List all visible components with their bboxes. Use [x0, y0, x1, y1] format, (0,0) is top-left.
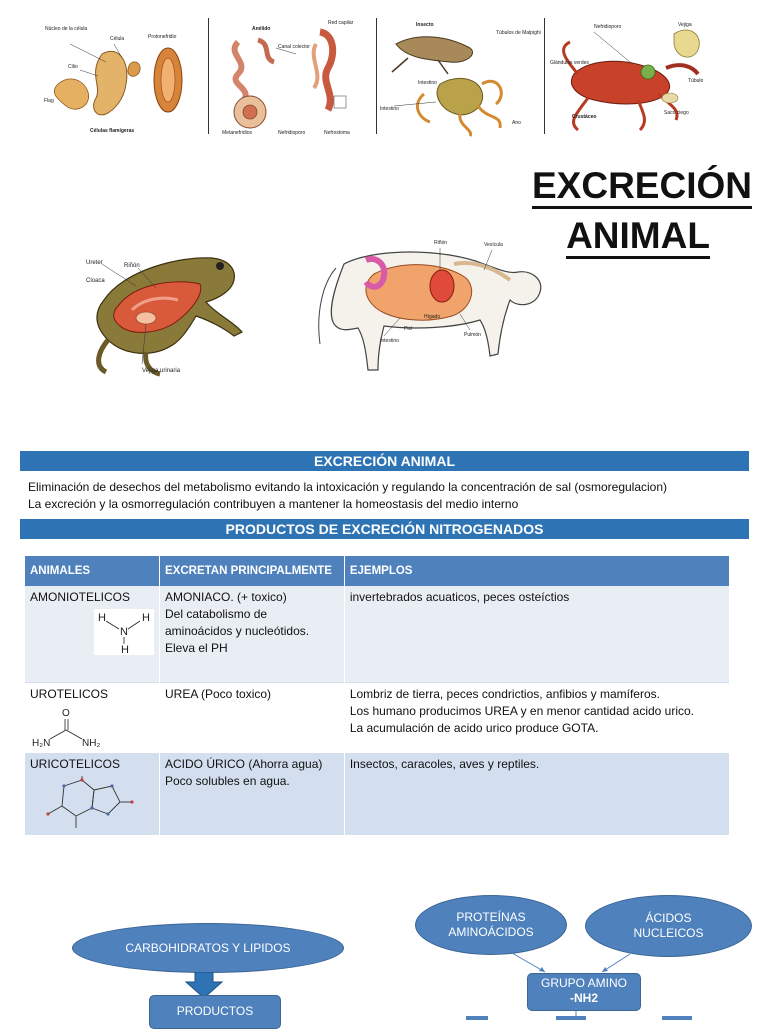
excretan-line: ACIDO ÚRICO (Ahorra agua): [165, 757, 323, 771]
animal-name: URICOTELICOS: [30, 757, 121, 771]
excretan-line: Eleva el PH: [165, 641, 228, 655]
page-title-2: [532, 214, 744, 259]
nh2-label: -NH2: [569, 991, 598, 1005]
label-tubulo: Túbulo: [688, 78, 704, 84]
label-crustaceo: Crustáceo: [572, 114, 597, 120]
productos-label: PRODUCTOS: [176, 1004, 254, 1018]
svg-text:H: H: [142, 612, 150, 624]
ammonia-molecule-icon: [94, 609, 154, 655]
protonephridia-illustration: [40, 14, 200, 138]
crayfish-illustration: [548, 14, 718, 138]
label-rinon-vaca: Riñón: [434, 240, 448, 246]
label-flagelo: Flag: [44, 98, 54, 104]
label-pulmon: Pulmón: [464, 332, 481, 338]
excretan-line: Del catabolismo de: [165, 607, 268, 621]
grupo-amino-node: [527, 973, 641, 1011]
title-line-2: ANIMAL: [566, 216, 710, 259]
ejemplos-line: La acumulación de acido urico produce GOTA.: [349, 721, 599, 735]
label-red-capilar: Red capilar: [328, 20, 354, 26]
label-saco: Saco ciego: [664, 110, 689, 116]
proteinas-label: PROTEÍNAS: [456, 910, 526, 924]
label-metanefridios: Metanefridios: [222, 130, 253, 136]
label-vejiga-urinaria: Vejiga urinaria: [142, 368, 181, 374]
strip-divider: [376, 18, 377, 134]
excretan-line: aminoácidos y nucleótidos.: [165, 624, 310, 638]
earthworm-illustration: [216, 14, 374, 138]
excretan-line: Poco solubles en agua.: [165, 774, 290, 788]
nitrogen-products-table: [25, 556, 730, 835]
label-anelido: Anélido: [252, 26, 271, 32]
label-ureter: Ureter: [86, 260, 103, 266]
label-nucleo: Núcleo de la célula: [45, 26, 88, 32]
label-insecto: Insecto: [416, 22, 434, 28]
svg-text:H₂N: H₂N: [32, 738, 51, 749]
acidos-label: ÁCIDOS: [645, 911, 692, 925]
cow-illustration: [304, 234, 554, 380]
urea-molecule-icon: [30, 706, 102, 750]
ejemplos-line: Lombriz de tierra, peces condrictios, anfibios y mamíferos.: [349, 687, 660, 701]
label-celula: Célula: [110, 36, 125, 42]
aminoacidos-label: AMINOÁCIDOS: [448, 925, 534, 939]
label-piel: Piel: [404, 326, 413, 332]
ejemplos-cell: [344, 753, 729, 835]
excretan-cell: [160, 683, 345, 754]
excretan-cell: [160, 586, 345, 683]
animal-cell: [25, 753, 160, 835]
label-glandulas: Glándulas verdes: [550, 60, 589, 66]
label-canal: Canal colector: [278, 44, 310, 50]
label-nefridioporo-crustaceo: Nefridioporo: [594, 24, 622, 30]
svg-text:H: H: [121, 644, 129, 655]
svg-text:O: O: [62, 708, 70, 719]
insect-illustration: [378, 14, 542, 138]
label-nefrostoma: Nefrostoma: [324, 130, 350, 136]
label-tubulos: Túbulos de Malpighi: [496, 30, 541, 36]
label-ano: Ano: [512, 120, 521, 126]
svg-text:H: H: [98, 612, 106, 624]
column-header-excretan: EXCRETAN PRINCIPALMENTE: [160, 556, 345, 586]
acidos-nucleicos-node: [585, 895, 752, 957]
nucleicos-label: NUCLEICOS: [633, 926, 704, 940]
ejemplos-cell: [344, 586, 729, 683]
svg-text:N: N: [120, 626, 128, 638]
label-higado: Hígado: [424, 314, 441, 320]
grupo-amino-label: GRUPO AMINO: [540, 976, 627, 990]
flow-connectors: [0, 950, 768, 1020]
label-cloaca: Cloaca: [86, 278, 105, 284]
definition-line-1: Eliminación de desechos del metabolismo evitando la intoxicación y regulando la concentración de sal (osmoregulacion): [28, 480, 668, 494]
excretan-line: UREA (Poco toxico): [165, 687, 272, 701]
label-celulas-flamigeras: Células flamígeras: [90, 128, 135, 134]
column-header-animales: ANIMALES: [25, 556, 160, 586]
label-cilio: Cilio: [68, 64, 78, 70]
label-intestino-vaca: Intestino: [380, 338, 399, 344]
table-header-row: [25, 556, 730, 586]
excretan-cell: [160, 753, 345, 835]
table-row: [25, 683, 730, 754]
section-header-productos: PRODUCTOS DE EXCRECIÓN NITROGENADOS: [20, 519, 749, 539]
title-line-1: EXCRECIÓN: [532, 166, 752, 209]
animal-cell: [25, 586, 160, 683]
label-intestino: Intestino: [418, 80, 437, 86]
ejemplos-line: Los humano producimos UREA y en menor cantidad acido urico.: [349, 704, 695, 718]
label-vesicula: Vesícula: [484, 242, 503, 248]
animal-cell: [25, 683, 160, 754]
animal-name: AMONIOTELICOS: [30, 590, 131, 604]
label-vejiga-crustaceo: Vejiga: [678, 22, 692, 28]
page-title: [532, 164, 752, 209]
label-nefridioporo: Nefridioporo: [278, 130, 306, 136]
ejemplos-cell: [344, 683, 729, 754]
definition-line-2: La excreción y la osmorregulación contribuyen a mantener la homeostasis del medio interno: [28, 497, 519, 511]
ejemplos-line: invertebrados acuaticos, peces osteíctios: [349, 590, 570, 604]
table-row: [25, 753, 730, 835]
frog-illustration: [84, 240, 254, 380]
proteinas-aminoacidos-node: [415, 895, 567, 955]
strip-divider: [544, 18, 545, 134]
label-rinon-rana: Riñón: [124, 263, 140, 269]
strip-divider: [208, 18, 209, 134]
animal-name: UROTELICOS: [30, 687, 109, 701]
table-row: [25, 586, 730, 683]
column-header-ejemplos: EJEMPLOS: [344, 556, 729, 586]
label-protonefridio: Protonefridio: [148, 34, 177, 40]
excretan-line: AMONIACO. (+ toxico): [165, 590, 287, 604]
label-intestino-2: Intestino: [380, 106, 399, 112]
uric-acid-molecule-icon: [34, 776, 134, 832]
ejemplos-line: Insectos, caracoles, aves y reptiles.: [349, 757, 540, 771]
carbohidratos-label: CARBOHIDRATOS Y LIPIDOS: [125, 940, 291, 955]
section-header-excrecion: EXCRECIÓN ANIMAL: [20, 451, 749, 471]
svg-text:NH₂: NH₂: [82, 738, 101, 749]
